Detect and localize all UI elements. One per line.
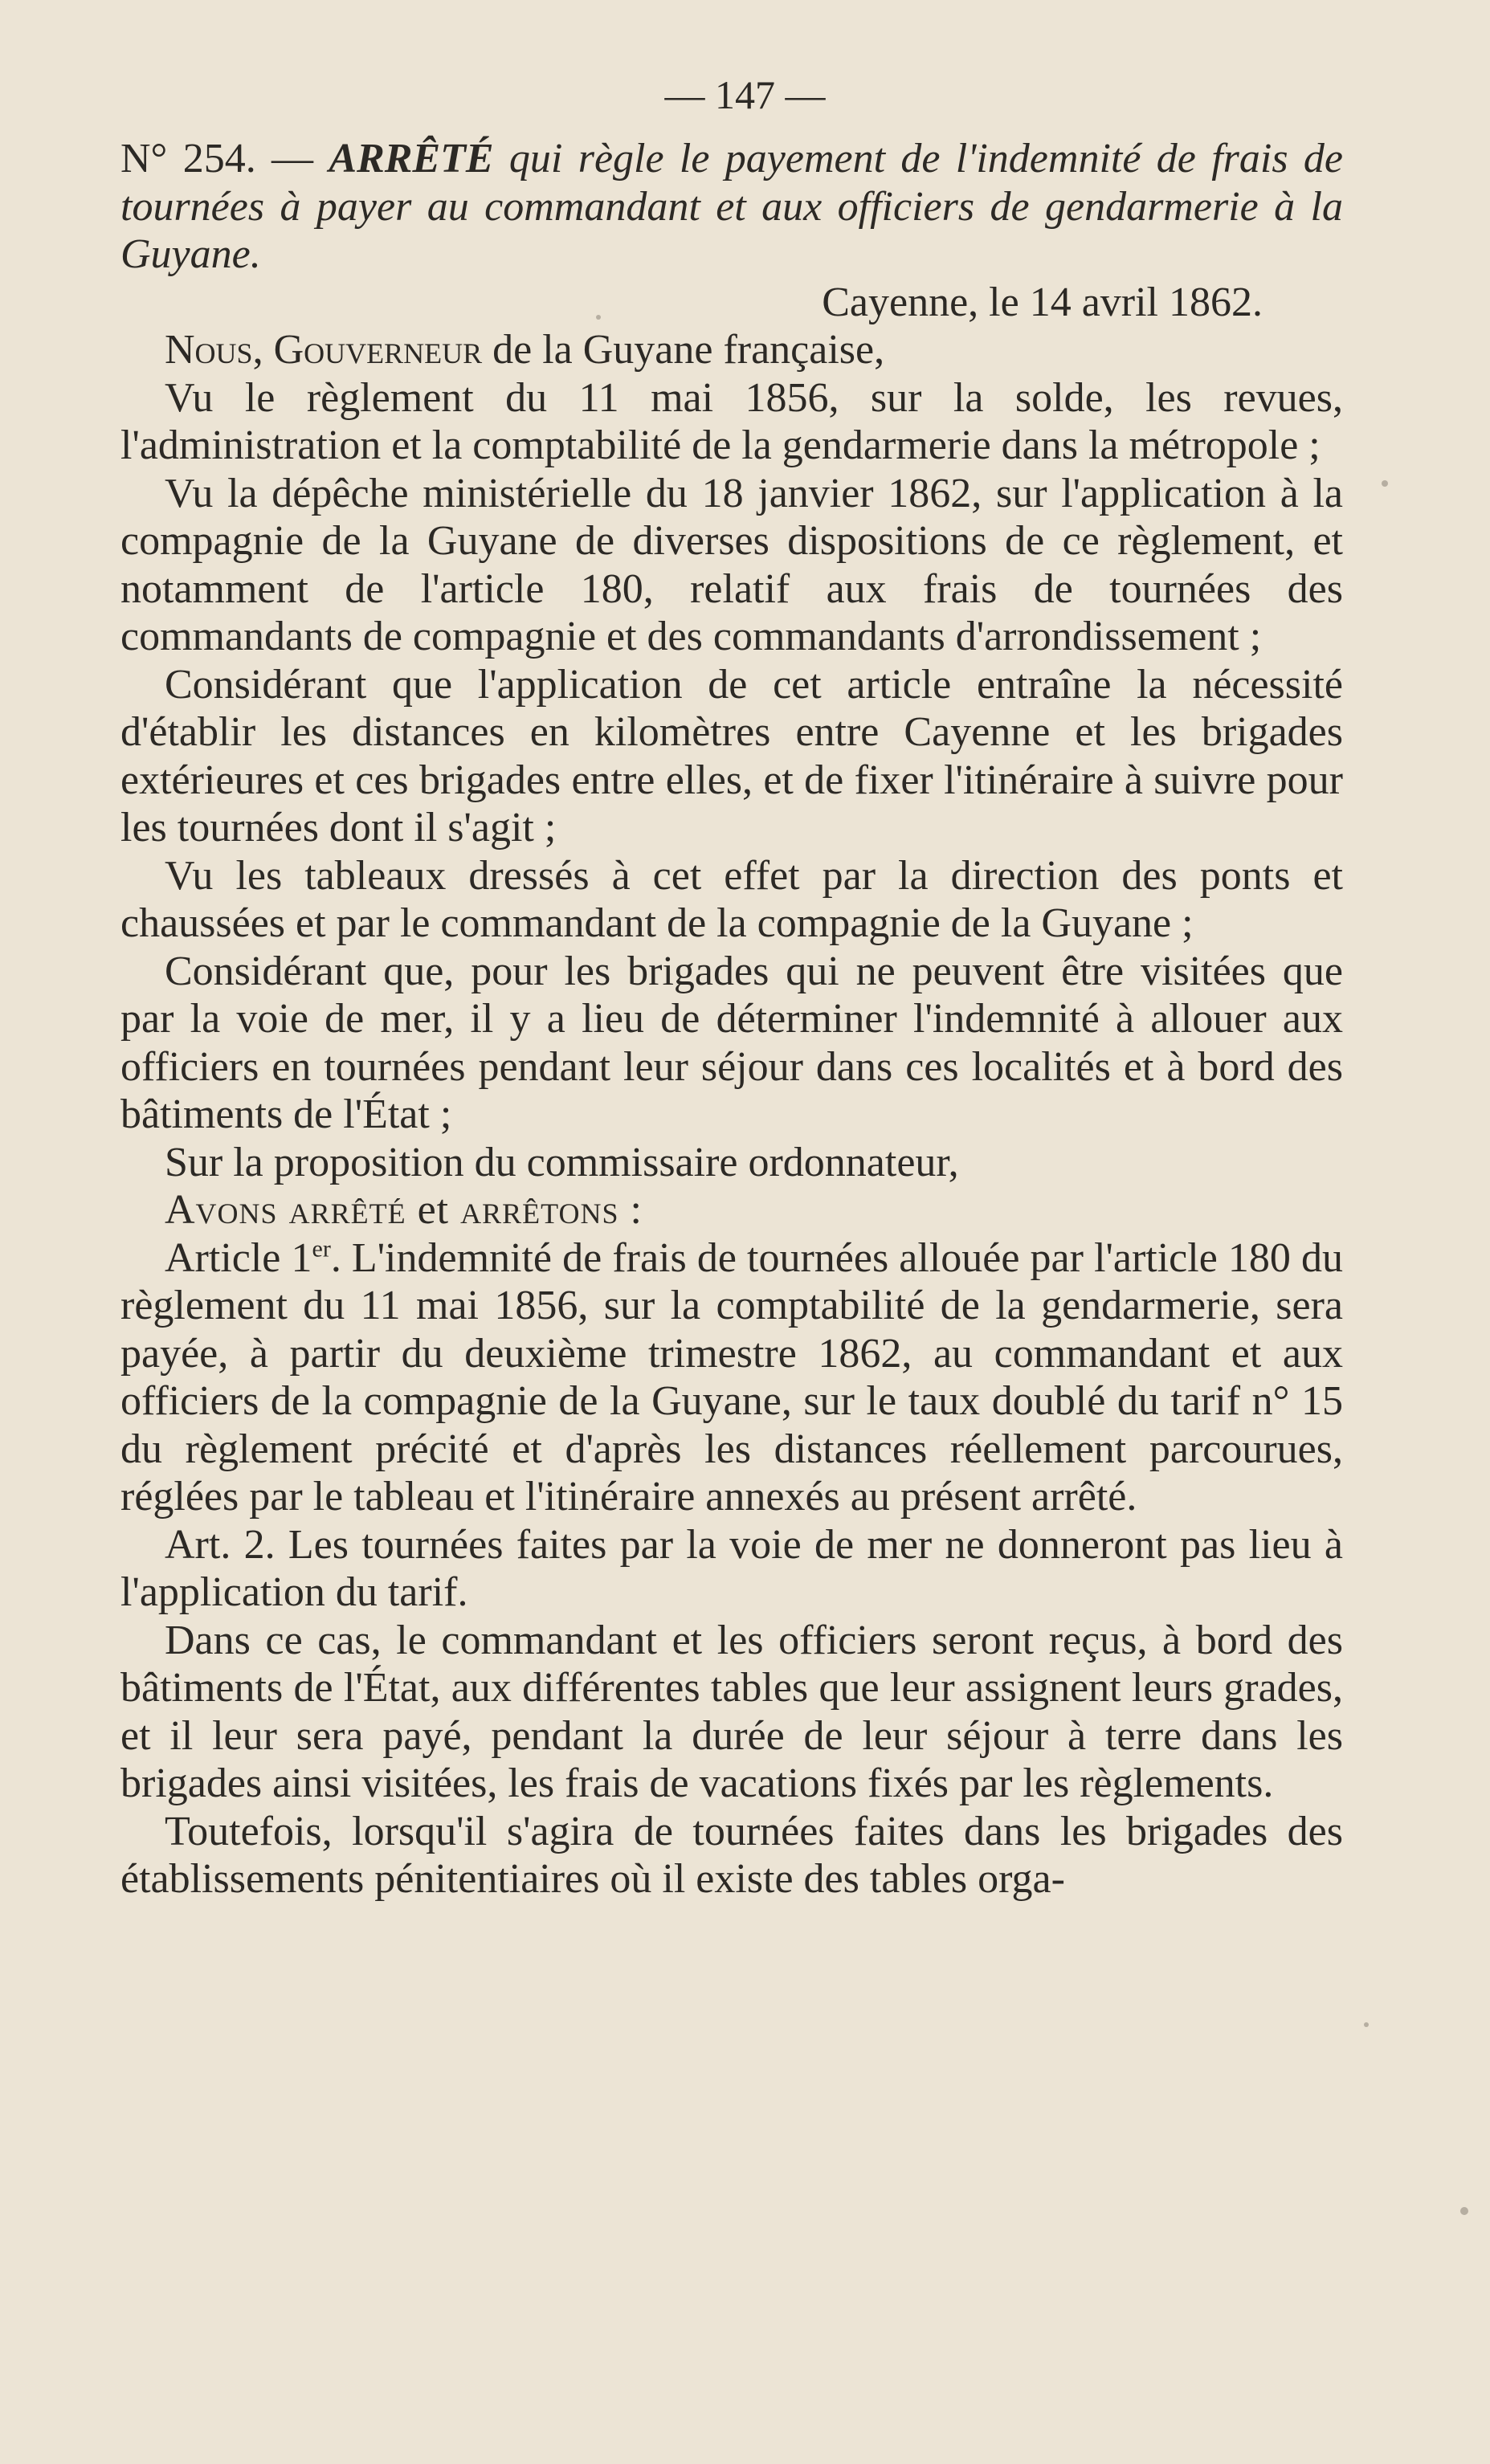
decree-number: N° 254. — [120,136,329,182]
article-1-sup: er [312,1235,331,1263]
document-body [120,135,1343,1903]
preamble-paragraph: Vu le règlement du 11 mai 1856, sur la solde, les revues, l'administration et la comptabilité de la gendarmerie dans la métropole ; [120,374,1343,468]
page-number: — 147 — [664,72,826,117]
decreeing-formula [120,1186,1343,1234]
authority-title: Gouverneur [273,327,483,373]
decreeing-caps-1: Avons arrêté [165,1187,406,1233]
preamble-paragraph: Sur la proposition du commissaire ordonnateur, [165,1139,959,1185]
preamble-paragraph: Considérant que l'application de cet article entraîne la nécessité d'établir les distances en kilomètres entre Cayenne et les brigades extérieures et ces brigades entre elles, et de fixer l'itinéraire à suivre pour les tournées dont il s'agit ; [120,661,1343,851]
paper-speck [1460,2207,1468,2215]
paper-speck [1382,480,1388,487]
decree-subject: qui règle le payement de l'indemnité de frais de tournées à payer au commandant et aux officiers de gendarmerie à la Guyane. [120,136,1343,277]
preamble-paragraph: Vu la dépêche ministérielle du 18 janvier 1862, sur l'application à la compagnie de la Guyane de diverses dispositions de ce règlement, et notamment de l'article 180, relatif aux frais de tournées des commandants de compagnie et des commandants d'arrondissement ; [120,470,1343,659]
paper-speck [596,315,601,320]
decree-heading [120,135,1343,279]
paragraph-ships: Dans ce cas, le commandant et les officiers seront reçus, à bord des bâtiments de l'État, aux différentes tables que leur assignent leurs grades, et il leur sera payé, pendant la durée de leur séjour à terre dans les brigades ainsi visitées, les frais de vacations fixés par les règlements. [120,1617,1343,1806]
authority-rest: de la Guyane française, [482,327,885,373]
authority-pronoun: Nous [165,327,253,373]
authority-line: Nous, Gouverneur de la Guyane française, [165,327,885,373]
decree-title: ARRÊTÉ [329,136,494,182]
place-date: Cayenne, le 14 avril 1862. [822,279,1263,325]
preamble-paragraph: Vu les tableaux dressés à cet effet par la direction des ponts et chaussées et par le commandant de la compagnie de la Guyane ; [120,852,1343,946]
decreeing-et: et [406,1187,461,1233]
article-1-label: Article 1 [165,1234,312,1281]
paragraph-however: Toutefois, lorsqu'il s'agira de tournées faites dans les brigades des établissements pénitentiaires où il existe des tables orga- [120,1808,1343,1902]
article-2: Art. 2. Les tournées faites par la voie de mer ne donneront pas lieu à l'application du tarif. [120,1521,1343,1615]
article-1 [120,1234,1343,1521]
decreeing-caps-2: arrêtons [460,1187,619,1233]
paper-speck [1364,2022,1369,2027]
preamble-paragraph: Considérant que, pour les brigades qui ne peuvent être visitées que par la voie de mer, il y a lieu de déterminer l'indemnité à allouer aux officiers en tournées pendant leur séjour dans ces localités et à bord des bâtiments de l'État ; [120,948,1343,1137]
article-1-text: . L'indemnité de frais de tournées allouée par l'article 180 du règlement du 11 mai 1856, sur la comptabilité de la gendarmerie, sera payée, à partir du deuxième trimestre 1862, au commandant et aux officiers de la compagnie de la Guyane, sur le taux doublé du tarif n° 15 du règlement précité et d'après les distances réellement parcourues, réglées par le tableau et l'itinéraire annexés au présent arrêté. [120,1234,1344,1520]
decreeing-colon: : [618,1187,643,1233]
